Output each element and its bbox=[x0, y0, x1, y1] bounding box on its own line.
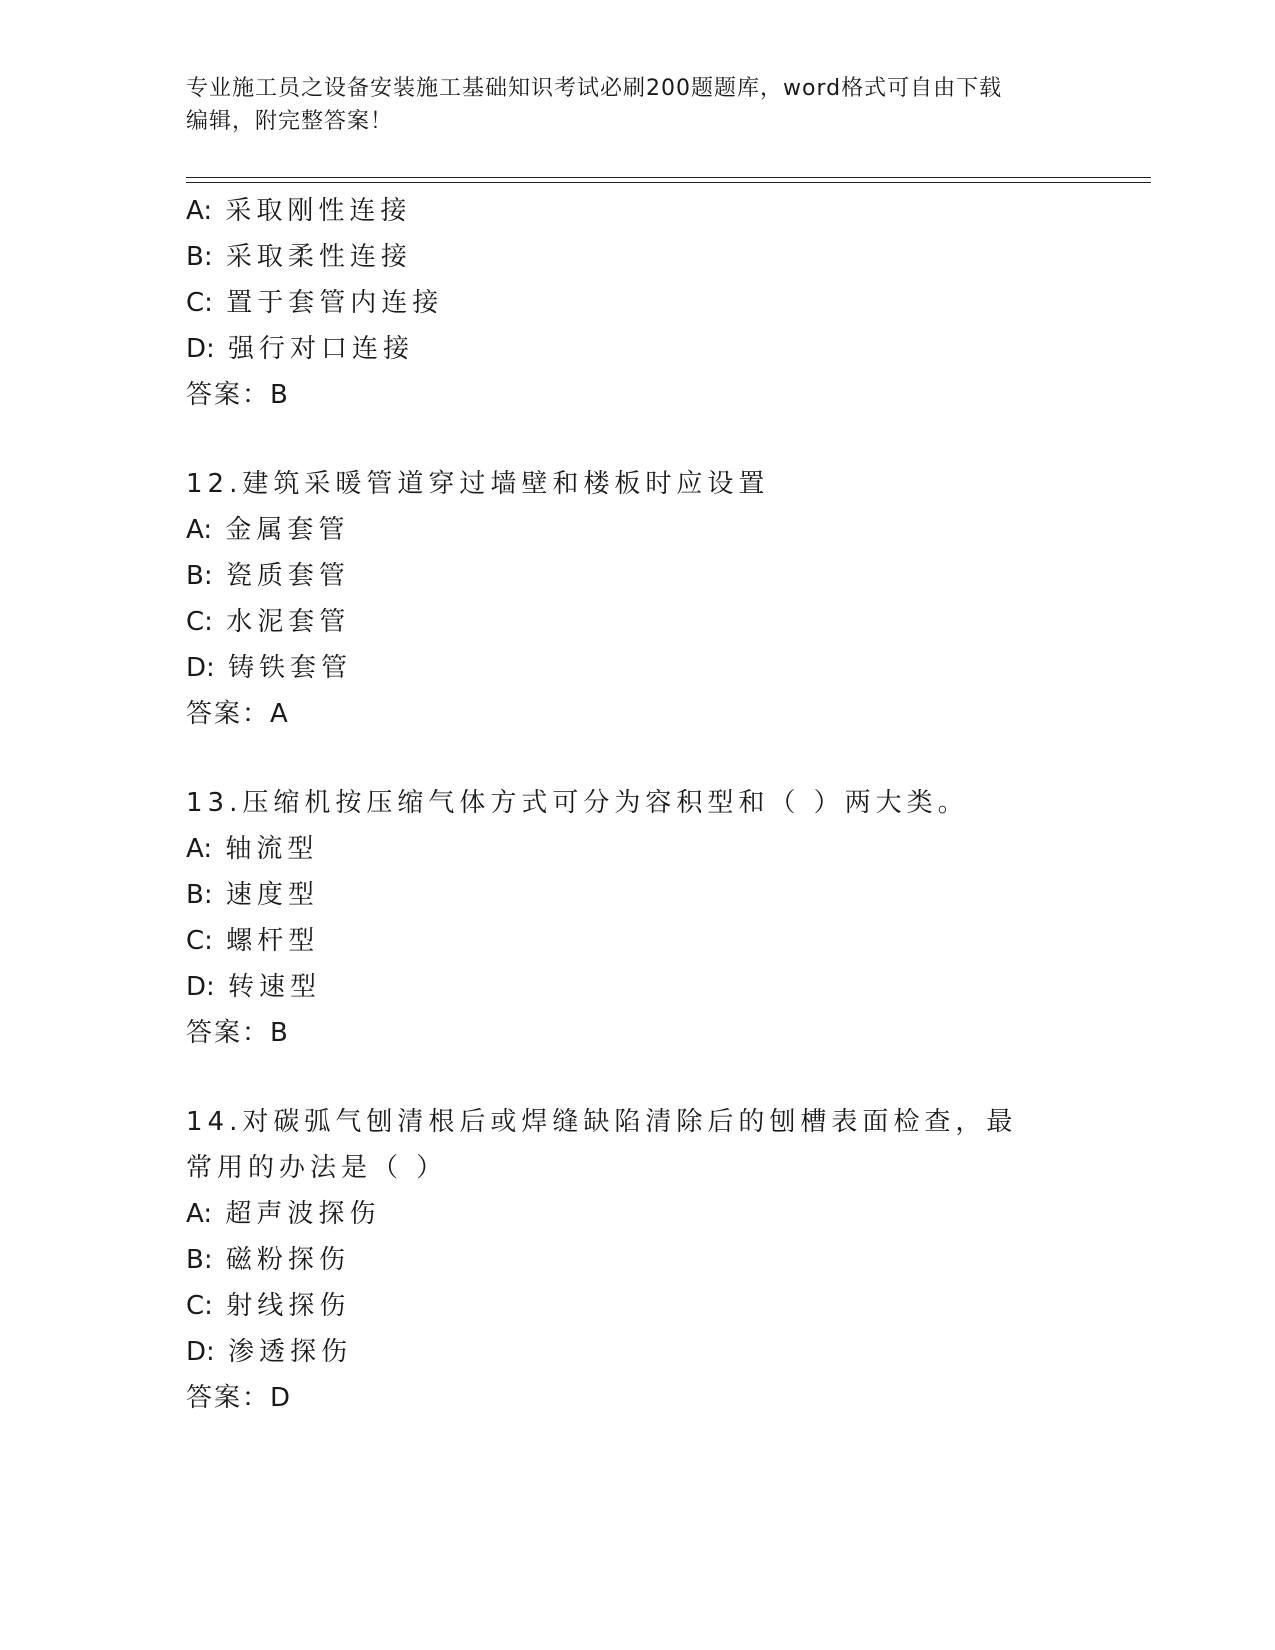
header-divider-bottom bbox=[186, 182, 1151, 183]
option-d: D: 强行对口连接 bbox=[186, 334, 415, 364]
question-title: 13.压缩机按压缩气体方式可分为容积型和（ ）两大类。 bbox=[186, 788, 969, 818]
answer-line: 答案：B bbox=[186, 380, 290, 410]
option-a: A: 金属套管 bbox=[186, 515, 350, 545]
header-line-2: 编辑，附完整答案！ bbox=[186, 109, 394, 134]
header-line-1: 专业施工员之设备安装施工基础知识考试必刷200题题库，word格式可自由下载 bbox=[186, 76, 1003, 101]
document-header bbox=[186, 72, 1066, 138]
answer-value: B bbox=[270, 1018, 290, 1048]
answer-line: 答案：D bbox=[186, 1383, 293, 1413]
question-title: 14.对碳弧气刨清根后或焊缝缺陷清除后的刨槽表面检查，最常用的办法是（ ） bbox=[186, 1107, 1018, 1183]
question-block-11 bbox=[186, 188, 1086, 418]
answer-line: 答案：B bbox=[186, 1018, 290, 1048]
option-b: B: 磁粉探伤 bbox=[186, 1245, 350, 1275]
option-a: A: 采取刚性连接 bbox=[186, 196, 412, 226]
answer-value: D bbox=[270, 1383, 293, 1413]
option-a: A: 轴流型 bbox=[186, 834, 319, 864]
question-block-14 bbox=[186, 1099, 1086, 1421]
answer-line: 答案：A bbox=[186, 699, 290, 729]
option-a: A: 超声波探伤 bbox=[186, 1199, 381, 1229]
option-d: D: 铸铁套管 bbox=[186, 653, 353, 683]
option-c: C: 射线探伤 bbox=[186, 1291, 351, 1321]
option-c: C: 水泥套管 bbox=[186, 607, 351, 637]
question-list bbox=[186, 188, 1086, 1421]
question-block-12 bbox=[186, 461, 1086, 737]
header-divider-top bbox=[186, 177, 1151, 178]
option-c: C: 螺杆型 bbox=[186, 926, 320, 956]
option-c: C: 置于套管内连接 bbox=[186, 288, 444, 318]
option-b: B: 速度型 bbox=[186, 880, 319, 910]
option-d: D: 渗透探伤 bbox=[186, 1337, 353, 1367]
option-d: D: 转速型 bbox=[186, 972, 322, 1002]
question-title: 12.建筑采暖管道穿过墙壁和楼板时应设置 bbox=[186, 469, 770, 499]
answer-value: B bbox=[270, 380, 290, 410]
answer-value: A bbox=[270, 699, 290, 729]
question-block-13 bbox=[186, 780, 1086, 1056]
option-b: B: 瓷质套管 bbox=[186, 561, 350, 591]
option-b: B: 采取柔性连接 bbox=[186, 242, 412, 272]
